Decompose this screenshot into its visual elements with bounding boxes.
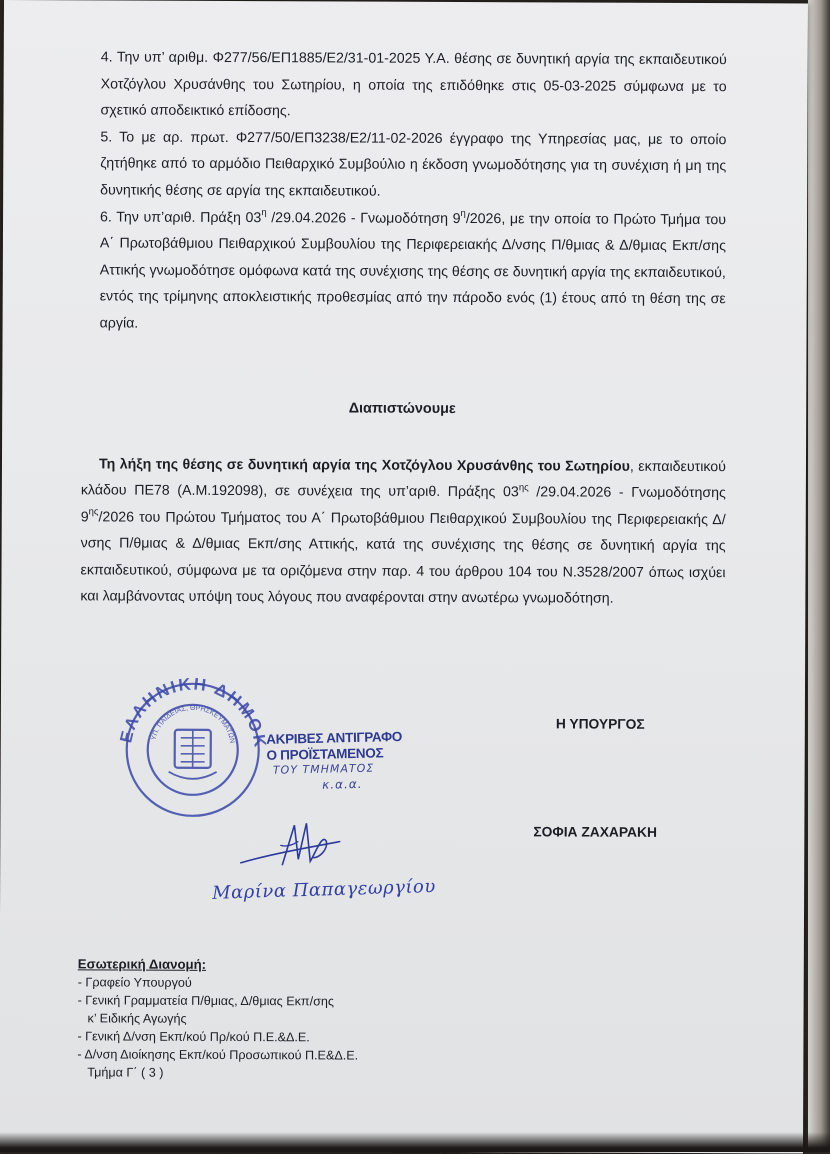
reference-items [100, 44, 727, 339]
distribution-line: - Δ/νση Διοίκησης Εκπ/κού Προσωπικού Π.Ε&Δ.Ε. [77, 1047, 359, 1063]
distribution-list [77, 973, 437, 1083]
list-item [78, 991, 438, 1029]
handwritten-name: Μαρίνα Παπαγεωργίου [211, 875, 437, 904]
item-6-sup2: η [460, 207, 466, 219]
item-6-part3: /2026, με την οποία το Πρώτο Τμήμα του Α΄ Πρωτοβάθμιου Πειθαρχικού Συμβουλίου της Περιφερειακής Δ/νσης Π/θμιας & Δ/θμιας Εκπ/σης Αττικής γνωμοδότησε ομόφωνα κατά της συνέχισης της θέσης σε δυνητική αργία της εκπαιδευτικού, εντός της τρίμηνης αποκλειστικής προθεσμίας από την πάροδο ενός (1) έτους από τη θέση της σε αργία. [99, 210, 727, 332]
reference-item-6 [100, 204, 727, 340]
svg-text:ΕΛΛΗΝΙΚΗ ΔΗΜΟΚΡΑΤΙΑ: ΕΛΛΗΝΙΚΗ ΔΗΜΟΚΡΑΤΙΑ [116, 674, 270, 751]
true-copy-line: ΑΚΡΙΒΕΣ ΑΝΤΙΓΡΑΦΟ [266, 728, 403, 747]
item-6-part2: /29.04.2026 - Γνωμοδότηση 9 [266, 209, 461, 227]
distribution-line: - Γραφείο Υπουργού [77, 975, 192, 990]
distribution-title: Εσωτερική Διανομή: [77, 956, 207, 972]
finding-part3: /2026 του Πρώτου Τμήματος του Α΄ Πρωτοβάθμιου Πειθαρχικού Συμβουλίου της Περιφερειακής Δ/νσης Π/θμιας & Δ/θμιας Εκπ/σης Αττικής, κατά της συνέχισης της θέσης σε δυνητική αργία της εκπαιδευτικού, σύμφωνα με τα οριζόμενα στην παρ. 4 του άρθρου 104 του Ν.3528/2007 όπως ισχύει και λαμβάνοντας υπόψη τους λόγους που αναφέρονται στην ανωτέρω γνωμοδότηση. [80, 509, 726, 607]
item-6-part1: 6. Την υπ’αριθ. Πράξη 03 [100, 208, 262, 226]
true-copy-stamp [266, 729, 403, 793]
head-title-line: Ο ΠΡΟΪΣΤΑΜΕΝΟΣ [266, 745, 384, 763]
finding-part2: /29.04.2026 - Γνωμοδότησης 9 [80, 484, 726, 526]
finding-paragraph [80, 451, 726, 612]
item-5-text: 5. Το με αρ. πρωτ. Φ277/50/ΕΠ3238/Ε2/11-02-2026 έγγραφο της Υπηρεσίας μας, με το οποίο ζητήθηκε από το αρμόδιο Πειθαρχικό Συμβούλιο η έκδοση γνωμοδότησης για τη συνέχιση ή μη της δυνητικής θέσης σε αργία της εκπαιδευτικού. [100, 129, 727, 200]
deputy-abbrev: κ.α.α. [322, 776, 363, 792]
distribution-line: - Γενική Δ/νση Εκπ/κού Πρ/κού Π.Ε.&Δ.Ε. [77, 1029, 310, 1045]
distribution-continuation: Τμήμα Γ΄ ( 3 ) [87, 1065, 164, 1080]
list-item [77, 1027, 437, 1047]
distribution-continuation: κ’ Ειδικής Αγωγής [87, 1011, 187, 1026]
finding-part1: , εκπαιδευτικού κλάδου ΠΕ78 (Α.Μ.192098), σε συνέχεια της υπ’αριθ. Πράξης 03 [80, 458, 727, 501]
minister-name: ΣΟΦΙΑ ΖΑΧΑΡΑΚΗ [533, 824, 658, 840]
distribution-line: - Γενική Γραμματεία Π/θμιας, Δ/θμιας Εκπ/σης [77, 993, 335, 1009]
finding-sup2: ης [88, 506, 99, 518]
item-6-sup1: η [261, 206, 267, 218]
paper-shadow-edge [808, 0, 830, 1152]
section-heading: Διαπιστώνουμε [348, 400, 456, 417]
official-seal [108, 667, 277, 823]
signature-scribble-icon [236, 811, 346, 881]
finding-lead: Τη λήξη της θέσης σε δυνητική αργία της Χοτζόγλου Χρυσάνθης του Σωτηρίου [98, 456, 630, 475]
seal-emblem-icon [108, 667, 277, 818]
svg-text:ΥΠ. ΠΑΙΔΕΙΑΣ, ΘΡΗΣΚΕΥΜΑΤΩΝ: ΥΠ. ΠΑΙΔΕΙΑΣ, ΘΡΗΣΚΕΥΜΑΤΩΝ [150, 704, 236, 744]
item-6-text [100, 204, 727, 340]
item-4-text: 4. Την υπ’ αριθμ. Φ277/56/ΕΠ1885/Ε2/31-01-2025 Υ.Α. θέσης σε δυνητική αργία της εκπαιδευτικού Χοτζόγλου Χρυσάνθης του Σωτηρίου, η οποία της επιδόθηκε στις 05-03-2025 σύμφωνα με το σχετικό αποδεικτικό επίδοσης. [100, 49, 727, 120]
minister-title: Η ΥΠΟΥΡΓΟΣ [555, 716, 645, 732]
department-line: ΤΟΥ ΤΜΗΜΑΤΟΣ [272, 761, 375, 777]
handwritten-signature [236, 811, 346, 886]
reference-item-4 [100, 44, 726, 127]
internal-distribution [77, 956, 438, 1083]
reference-item-5 [100, 124, 726, 207]
list-item [78, 973, 438, 993]
list-item [77, 1045, 437, 1083]
finding-sup1: ης [518, 481, 529, 493]
desk-background-bottom [0, 1132, 830, 1152]
